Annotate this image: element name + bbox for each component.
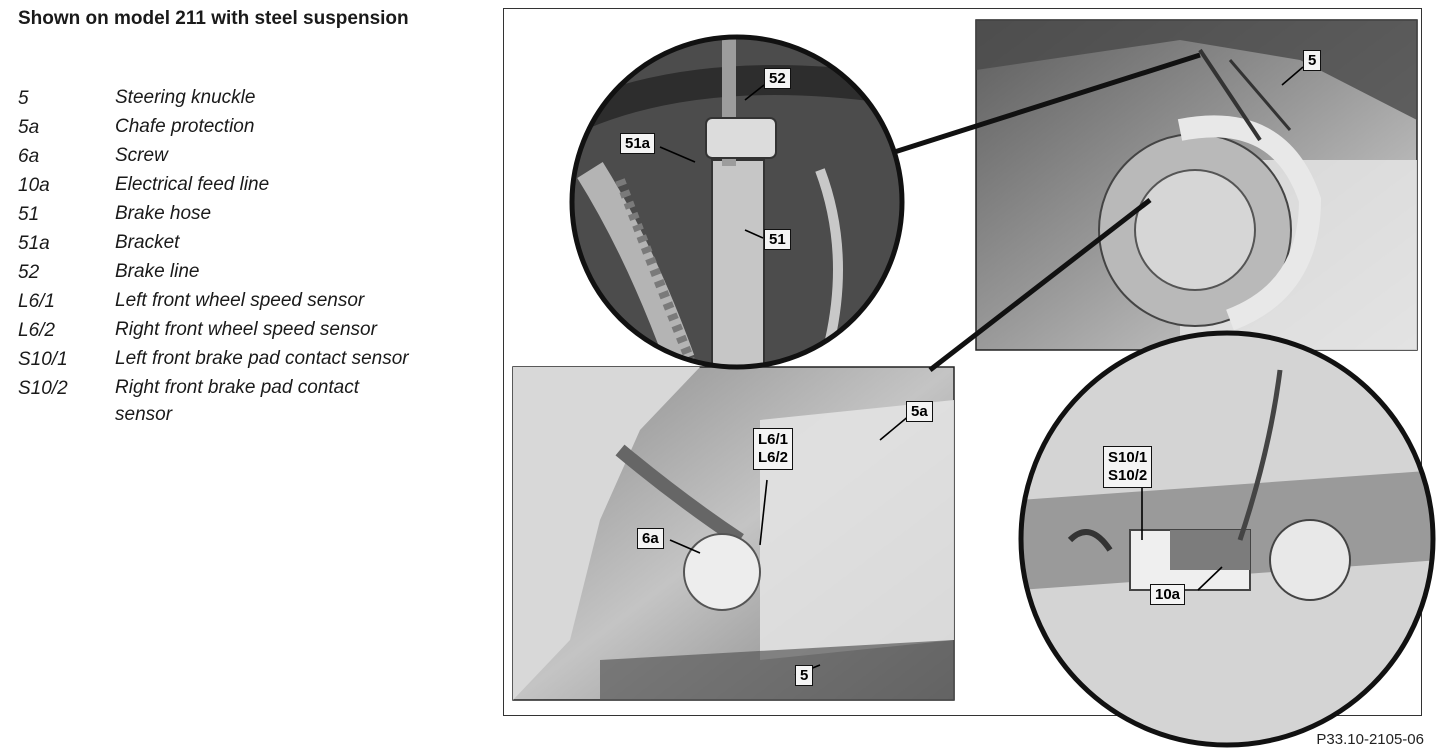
callout-10a: 10a	[1150, 584, 1185, 605]
magnified-brake-hose	[570, 36, 910, 370]
legend-code: S10/1	[18, 349, 68, 370]
legend-description: Brake hose	[115, 203, 212, 224]
legend-code: S10/2	[18, 378, 68, 399]
legend-description: Steering knuckle	[115, 87, 256, 108]
legend-code: 6a	[18, 146, 40, 167]
callout-s10-pair	[1103, 446, 1152, 488]
callout-l6-1: L6/1	[758, 431, 789, 448]
legend-code: 5a	[18, 117, 40, 138]
photo-knuckle-closeup	[513, 367, 954, 700]
legend-code: L6/2	[18, 320, 55, 341]
figure-code: P33.10-2105-06	[1316, 731, 1424, 748]
legend-description: Right front brake pad contact sensor	[115, 377, 359, 425]
legend-description: Left front wheel speed sensor	[115, 290, 365, 311]
legend-code: 51	[18, 204, 40, 225]
callout-l6-pair	[753, 428, 793, 470]
legend-description: Electrical feed line	[115, 174, 270, 195]
legend-code: L6/1	[18, 291, 55, 312]
legend-code: 10a	[18, 175, 50, 196]
legend-description: Left front brake pad contact sensor	[115, 348, 409, 369]
callout-51a: 51a	[620, 133, 655, 154]
callout-51: 51	[764, 229, 791, 250]
legend-description: Screw	[115, 145, 168, 166]
legend-description: Bracket	[115, 232, 180, 253]
callout-5-bottom: 5	[795, 665, 813, 686]
callout-5-top: 5	[1303, 50, 1321, 71]
legend-code: 52	[18, 262, 40, 283]
legend-code: 51a	[18, 233, 50, 254]
legend-description: Right front wheel speed sensor	[115, 319, 377, 340]
magnified-pad-sensor	[1020, 333, 1438, 745]
callout-s10-2: S10/2	[1108, 467, 1148, 484]
callout-52: 52	[764, 68, 791, 89]
photo-wheel-overview	[976, 20, 1417, 350]
page-title: Shown on model 211 with steel suspension	[18, 8, 409, 29]
legend-description: Chafe protection	[115, 116, 255, 137]
legend-code: 5	[18, 88, 29, 109]
callout-5a: 5a	[906, 401, 933, 422]
callout-l6-2: L6/2	[758, 449, 789, 466]
legend-description: Brake line	[115, 261, 200, 282]
callout-6a: 6a	[637, 528, 664, 549]
callout-s10-1: S10/1	[1108, 449, 1148, 466]
